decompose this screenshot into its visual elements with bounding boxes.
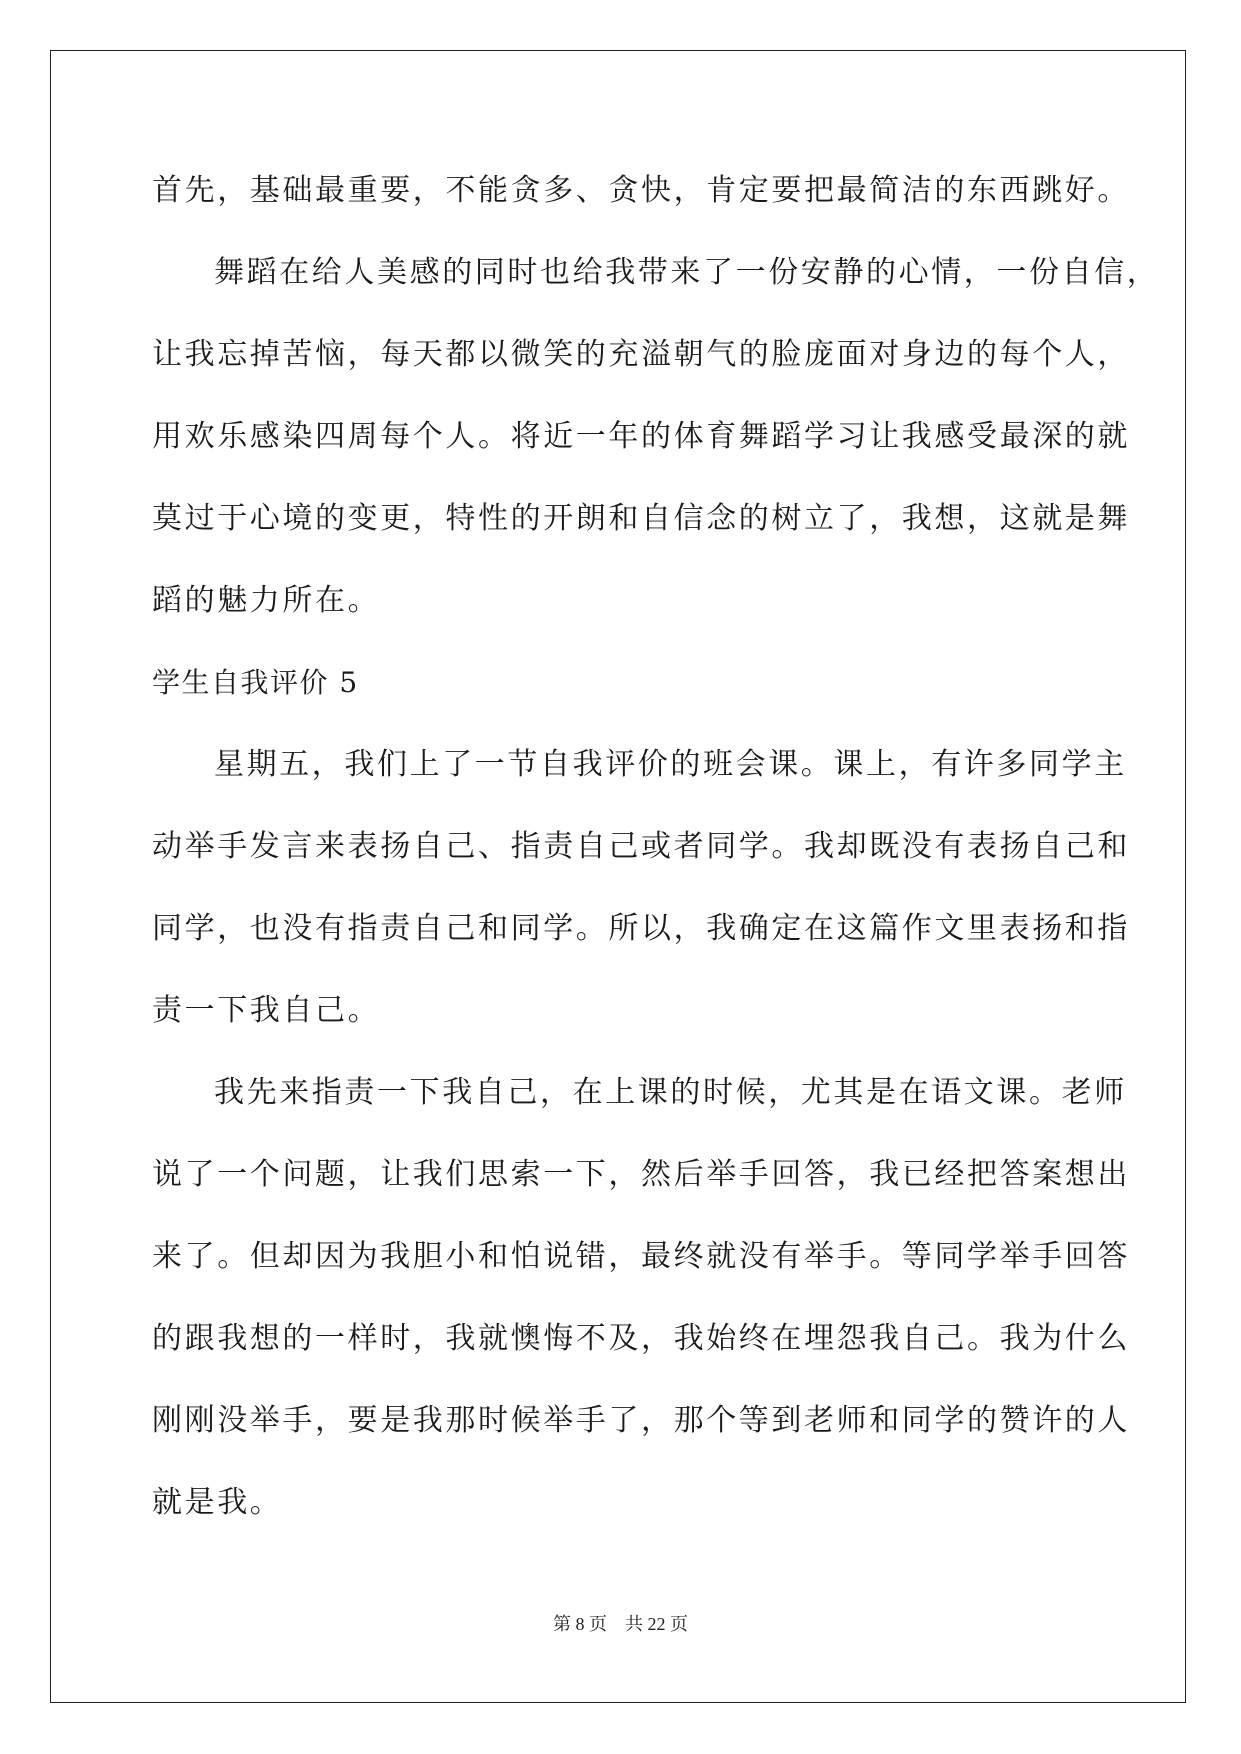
paragraph-first-line: 星期五，我们上了一节自我评价的班会课。课上，有许多同学主: [214, 747, 1127, 782]
text-line: 首先，基础最重要，不能贪多、贪快，肯定要把最简洁的东西跳好。: [152, 173, 1130, 208]
text-line: 的跟我想的一样时，我就懊悔不及，我始终在埋怨我自己。我为什么: [152, 1321, 1130, 1356]
text-line: 动举手发言来表扬自己、指责自己或者同学。我却既没有表扬自己和: [152, 829, 1130, 864]
text-line: 让我忘掉苦恼，每天都以微笑的充溢朝气的脸庞面对身边的每个人，: [152, 337, 1130, 372]
text-line: 责一下我自己。: [152, 993, 381, 1028]
text-line: 刚刚没举手，要是我那时候举手了，那个等到老师和同学的赞许的人: [152, 1403, 1130, 1438]
text-line: 用欢乐感染四周每个人。将近一年的体育舞蹈学习让我感受最深的就: [152, 419, 1130, 454]
page-number-footer: 第 8 页 共 22 页: [553, 1614, 688, 1634]
text-line: 就是我。: [152, 1485, 283, 1520]
text-line: 来了。但却因为我胆小和怕说错，最终就没有举手。等同学举手回答: [152, 1239, 1130, 1274]
paragraph-first-line: 舞蹈在给人美感的同时也给我带来了一份安静的心情，一份自信，: [214, 255, 1160, 290]
section-heading: 学生自我评价 5: [152, 666, 359, 699]
text-line: 同学，也没有指责自己和同学。所以，我确定在这篇作文里表扬和指: [152, 911, 1130, 946]
paragraph-first-line: 我先来指责一下我自己，在上课的时候，尤其是在语文课。老师: [214, 1075, 1127, 1110]
document-body: [152, 150, 1160, 1544]
text-line: 蹈的魅力所在。: [152, 583, 381, 618]
text-line: 莫过于心境的变更，特性的开朗和自信念的树立了，我想，这就是舞: [152, 501, 1130, 536]
text-line: 说了一个问题，让我们思索一下，然后举手回答，我已经把答案想出: [152, 1157, 1130, 1192]
